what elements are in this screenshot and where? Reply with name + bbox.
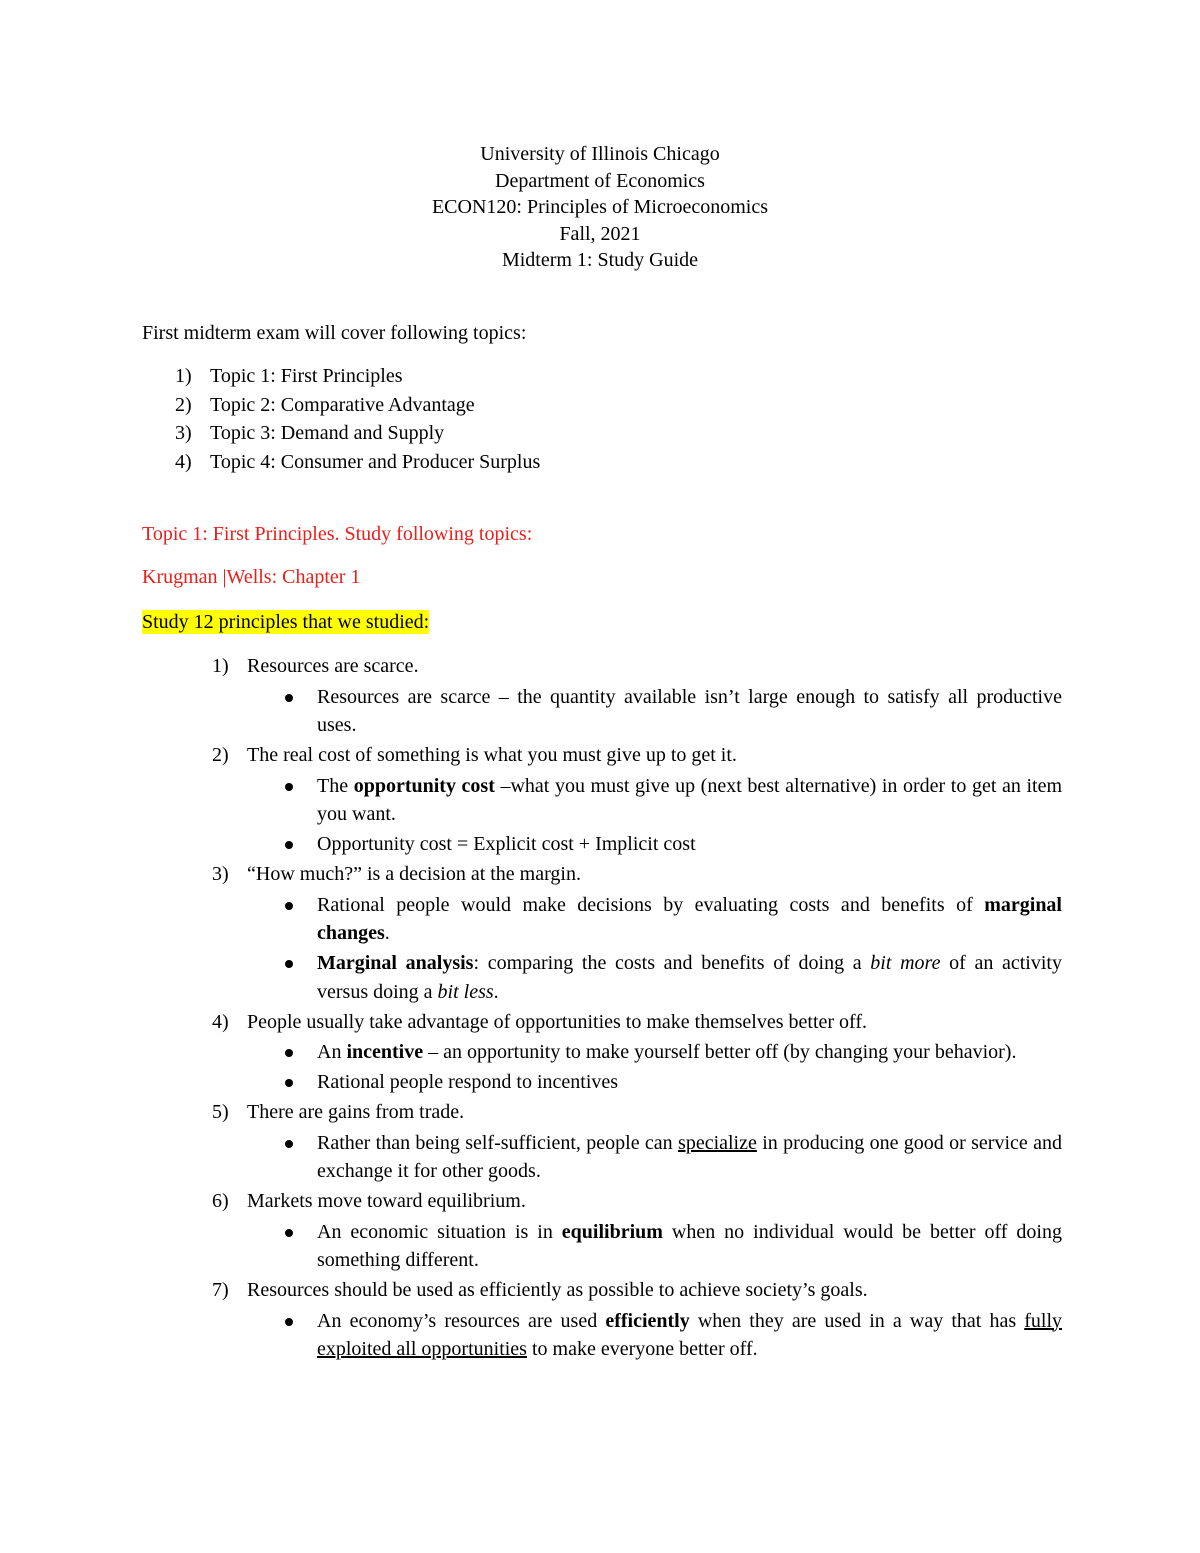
bullet-icon [285, 902, 293, 910]
bullet-text: Rather than being self-sufficient, people can [317, 1131, 679, 1154]
bullet-icon [285, 960, 293, 968]
topic-number: 4) [175, 451, 192, 474]
topic-label: Topic 4: Consumer and Producer Surplus [210, 451, 541, 474]
topic-item [175, 362, 540, 391]
key-term: efficiently [605, 1309, 690, 1332]
underlined-term: fully exploited all opportunities [317, 1309, 1063, 1360]
principle-bullets [247, 1038, 1062, 1097]
term: Fall, 2021 [559, 222, 641, 245]
course-title: ECON120: Principles of Microeconomics [431, 196, 769, 218]
highlighted-study-note: Study 12 principles that we studied: [142, 611, 430, 633]
key-term: opportunity cost [353, 774, 495, 797]
bullet-text: when they are used in a way that has [689, 1309, 1025, 1332]
bullet-text: Resources are scarce – the quantity available isn’t large enough to satisfy all productive uses. [317, 685, 1062, 736]
topic-item [175, 419, 540, 448]
bullet-icon [285, 1140, 293, 1148]
bullet-icon [285, 1318, 293, 1326]
topic-list [175, 362, 540, 477]
principle-title: Resources are scarce. [247, 655, 419, 677]
bullet-text: –what you must give up (next best alternative) in order to get an item you want. [317, 774, 1062, 825]
department-name: Department of Economics [495, 169, 705, 192]
textbook-reference: Krugman |Wells: Chapter 1 [142, 566, 361, 588]
bullet-icon [285, 783, 293, 791]
underlined-term: specialize [678, 1131, 757, 1154]
topic-item [175, 448, 540, 477]
principle-item [212, 1276, 1062, 1364]
principle-title: There are gains from trade. [247, 1101, 465, 1123]
principle-number: 1) [212, 655, 229, 677]
bullet-text: . [493, 980, 499, 1003]
principle-bullets [247, 1129, 1062, 1186]
key-term: equilibrium [561, 1220, 663, 1243]
topic-label: Topic 1: First Principles [210, 365, 403, 387]
topic-number: 1) [175, 365, 192, 387]
bullet-item [247, 949, 1062, 1006]
topic-label: Topic 3: Demand and Supply [210, 422, 445, 445]
principle-bullets [247, 1307, 1062, 1364]
bullet-text: when no individual would be better off doing something different. [317, 1220, 1062, 1271]
bullet-item [247, 1129, 1062, 1186]
topic1-heading: Topic 1: First Principles. Study following topics: [142, 523, 533, 545]
principle-title: Markets move toward equilibrium. [247, 1190, 526, 1212]
bullet-item [247, 1218, 1062, 1275]
bullet-text: in producing one good or service and exchange it for other goods. [317, 1131, 1062, 1182]
principle-item [212, 741, 1062, 859]
document-header [0, 141, 1200, 274]
key-term: incentive [346, 1041, 424, 1063]
topic-number: 3) [175, 422, 192, 445]
principle-item [212, 860, 1062, 1006]
university-name: University of Illinois Chicago [480, 143, 720, 165]
principle-bullets [247, 683, 1062, 740]
bullet-text: Opportunity cost = Explicit cost + Implicit cost [317, 833, 696, 855]
principle-number: 7) [212, 1279, 229, 1301]
bullet-item [247, 772, 1062, 829]
bullet-text: : comparing the costs and benefits of doing a [473, 952, 871, 974]
principle-item [212, 652, 1062, 740]
bullet-text: to make everyone better off. [526, 1338, 758, 1360]
principles-list [212, 652, 1062, 1365]
principle-item [212, 1098, 1062, 1186]
bullet-text: An [317, 1041, 347, 1063]
bullet-text: An economy’s resources are used [317, 1309, 606, 1332]
bullet-icon [285, 1079, 293, 1087]
bullet-text: An economic situation is in [317, 1220, 562, 1243]
principle-title: Resources should be used as efficiently as possible to achieve society’s goals. [247, 1279, 868, 1301]
bullet-text: Rational people respond to incentives [317, 1071, 619, 1093]
principle-item [212, 1187, 1062, 1275]
principle-bullets [247, 1218, 1062, 1275]
principle-number: 3) [212, 863, 229, 885]
topic-label: Topic 2: Comparative Advantage [210, 393, 475, 416]
principle-number: 5) [212, 1101, 229, 1123]
principle-item [212, 1008, 1062, 1097]
intro-text: First midterm exam will cover following topics: [142, 322, 527, 344]
principle-title: “How much?” is a decision at the margin. [247, 863, 581, 885]
exam-title: Midterm 1: Study Guide [501, 249, 699, 271]
bullet-text: . [384, 922, 390, 944]
bullet-item [247, 683, 1062, 740]
key-term: Marginal analysis [317, 952, 474, 974]
principle-number: 6) [212, 1190, 229, 1212]
bullet-icon [285, 1229, 293, 1237]
principle-number: 2) [212, 744, 229, 766]
bullet-text: of an activity versus doing a [317, 952, 1062, 1003]
bullet-text: – an opportunity to make yourself better off (by changing your behavior). [423, 1041, 1017, 1063]
emphasis: bit less [437, 980, 494, 1003]
principle-bullets [247, 891, 1062, 1007]
principle-title: The real cost of something is what you must give up to get it. [247, 744, 737, 766]
bullet-item [247, 1068, 1062, 1097]
principle-bullets [247, 772, 1062, 859]
bullet-icon [285, 694, 293, 702]
emphasis: bit more [870, 952, 941, 974]
bullet-item [247, 891, 1062, 948]
principle-number: 4) [212, 1010, 229, 1033]
bullet-item [247, 830, 1062, 859]
topic-item [175, 391, 540, 420]
bullet-text: The [317, 774, 354, 797]
key-term: marginal changes [317, 893, 1062, 944]
study-note [142, 609, 429, 635]
bullet-icon [285, 1049, 293, 1057]
topic-number: 2) [175, 393, 192, 416]
principle-title: People usually take advantage of opportunities to make themselves better off. [247, 1010, 868, 1033]
bullet-item [247, 1038, 1062, 1067]
bullet-icon [285, 841, 293, 849]
bullet-text: Rational people would make decisions by evaluating costs and benefits of [317, 893, 985, 916]
bullet-item [247, 1307, 1062, 1364]
